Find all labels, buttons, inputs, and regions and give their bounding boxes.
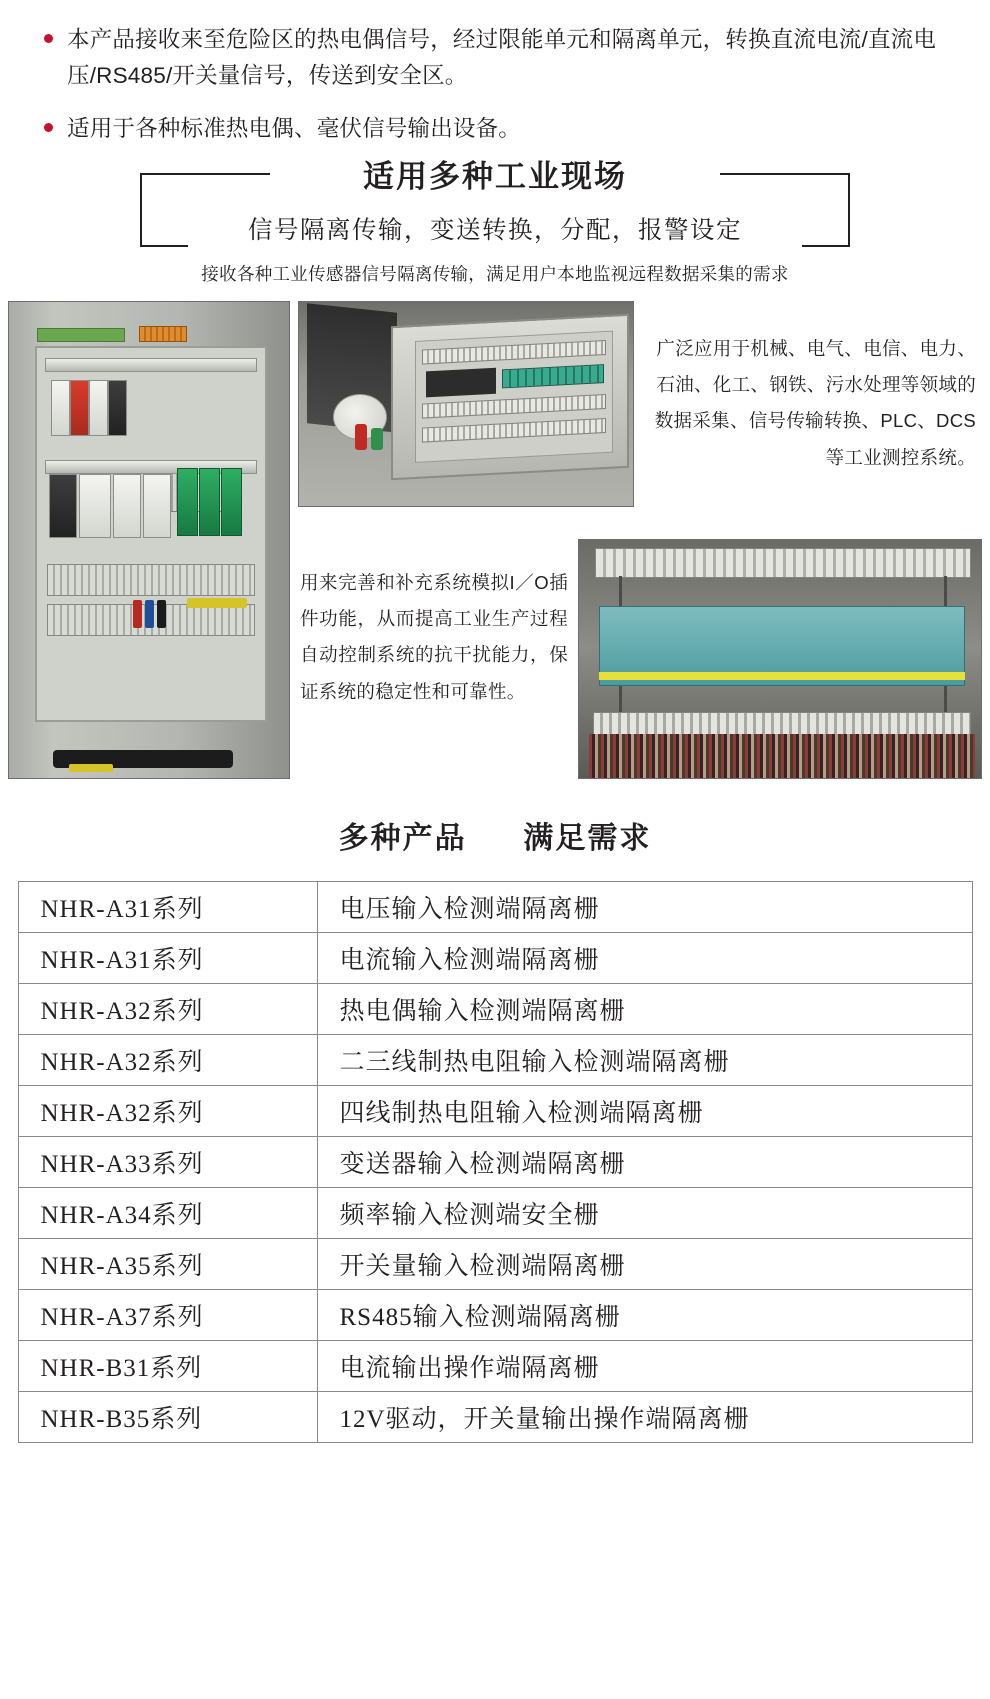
table-row: [18, 933, 972, 984]
list-item: [44, 111, 942, 147]
table-row: [18, 984, 972, 1035]
isolator-module-row: [502, 364, 604, 388]
description-cell: 开关量输入检测端隔离栅: [317, 1239, 972, 1290]
table-row: [18, 1188, 972, 1239]
bullet-text: 本产品接收来至危险区的热电偶信号，经过限能单元和隔离单元，转换直流电流/直流电压/RS485/开关量信号，传送到安全区。: [67, 27, 937, 89]
green-connector: [371, 428, 383, 450]
wire-bundle: [589, 734, 975, 778]
circuit-breaker: [70, 380, 89, 436]
cabinet-mounting-plate: [35, 346, 267, 722]
busbar-orange: [139, 326, 187, 342]
model-cell: NHR-A35系列: [18, 1239, 317, 1290]
table-row: [18, 1341, 972, 1392]
description-cell: 频率输入检测端安全栅: [317, 1188, 972, 1239]
wire: [69, 764, 113, 772]
label-strip: [599, 672, 965, 680]
red-connector: [355, 424, 367, 450]
model-cell: NHR-A32系列: [18, 984, 317, 1035]
headline-note: 接收各种工业传感器信号隔离传输，满足用户本地监视远程数据采集的需求: [201, 264, 789, 285]
headline-subtitle: 信号隔离传输，变送转换，分配，报警设定: [248, 217, 742, 245]
timer-relay: [79, 474, 111, 538]
model-cell: NHR-A32系列: [18, 1086, 317, 1137]
description-cell: 变送器输入检测端隔离栅: [317, 1137, 972, 1188]
terminal-block-row: [422, 394, 606, 419]
table-title-right: 满足需求: [523, 822, 652, 856]
motor-protector: [49, 474, 77, 538]
terminal-block-row: [47, 564, 255, 596]
contactor: [113, 474, 141, 538]
model-cell: NHR-A37系列: [18, 1290, 317, 1341]
cabinet-mounting-plate: [415, 331, 613, 463]
table-row: [18, 1137, 972, 1188]
circuit-breaker: [51, 380, 70, 436]
description-cell: 电压输入检测端隔离栅: [317, 882, 972, 933]
page-title: 适用多种工业现场: [363, 159, 627, 195]
table-row: [18, 1239, 972, 1290]
model-cell: NHR-A32系列: [18, 1035, 317, 1086]
model-cell: NHR-A31系列: [18, 933, 317, 984]
bullet-text: 适用于各种标准热电偶、毫伏信号输出设备。: [67, 115, 522, 141]
description-cell: 二三线制热电阻输入检测端隔离栅: [317, 1035, 972, 1086]
cabinet-on-floor-photo: [298, 301, 634, 507]
description-cell: 热电偶输入检测端隔离栅: [317, 984, 972, 1035]
isolator-module: [177, 468, 198, 536]
control-cabinet-interior-photo: [8, 301, 290, 779]
wire: [157, 600, 166, 628]
feature-bullet-list: [0, 0, 990, 147]
model-cell: NHR-B35系列: [18, 1392, 317, 1443]
model-cell: NHR-A33系列: [18, 1137, 317, 1188]
photo-collage: [0, 301, 990, 781]
circuit-breaker: [108, 380, 127, 436]
contactor: [143, 474, 171, 538]
busbar-green: [37, 328, 125, 342]
table-title-left: 多种产品: [338, 822, 467, 856]
terminal-block-row: [595, 548, 971, 578]
section-headline: [0, 159, 990, 291]
product-model-table: [18, 881, 973, 1443]
description-cell: 电流输入检测端隔离栅: [317, 933, 972, 984]
cabinet-body: [391, 314, 629, 480]
terminal-block-row: [422, 340, 606, 365]
wire: [145, 600, 154, 628]
table-section-title: [0, 813, 990, 857]
bullet-dot-icon: [44, 34, 53, 43]
isolator-module: [221, 468, 242, 536]
plc-module: [426, 368, 496, 398]
model-cell: NHR-A31系列: [18, 882, 317, 933]
model-cell: NHR-B31系列: [18, 1341, 317, 1392]
description-cell: 四线制热电阻输入检测端隔离栅: [317, 1086, 972, 1137]
bullet-dot-icon: [44, 123, 53, 132]
table-row: [18, 1035, 972, 1086]
circuit-breaker: [89, 380, 108, 436]
din-rail: [45, 358, 257, 372]
terminal-rack-wiring-photo: [578, 539, 982, 779]
wire: [133, 600, 142, 628]
table-row: [18, 1086, 972, 1137]
terminal-block-row: [422, 418, 606, 443]
isolator-module: [199, 468, 220, 536]
photo-caption-right: 广泛应用于机械、电气、电信、电力、石油、化工、钢铁、污水处理等领域的数据采集、信号传输转换、PLC、DCS等工业测控系统。: [654, 338, 976, 468]
description-cell: 12V驱动，开关量输出操作端隔离栅: [317, 1392, 972, 1443]
description-cell: RS485输入检测端隔离栅: [317, 1290, 972, 1341]
description-cell: 电流输出操作端隔离栅: [317, 1341, 972, 1392]
photo-caption-middle: 用来完善和补充系统模拟I／O插件功能，从而提高工业生产过程自动控制系统的抗干扰能力，保证系统的稳定性和可靠性。: [300, 572, 568, 702]
table-row: [18, 1392, 972, 1443]
model-cell: NHR-A34系列: [18, 1188, 317, 1239]
wire: [187, 598, 247, 608]
table-row: [18, 1290, 972, 1341]
table-row: [18, 882, 972, 933]
list-item: [44, 22, 942, 95]
